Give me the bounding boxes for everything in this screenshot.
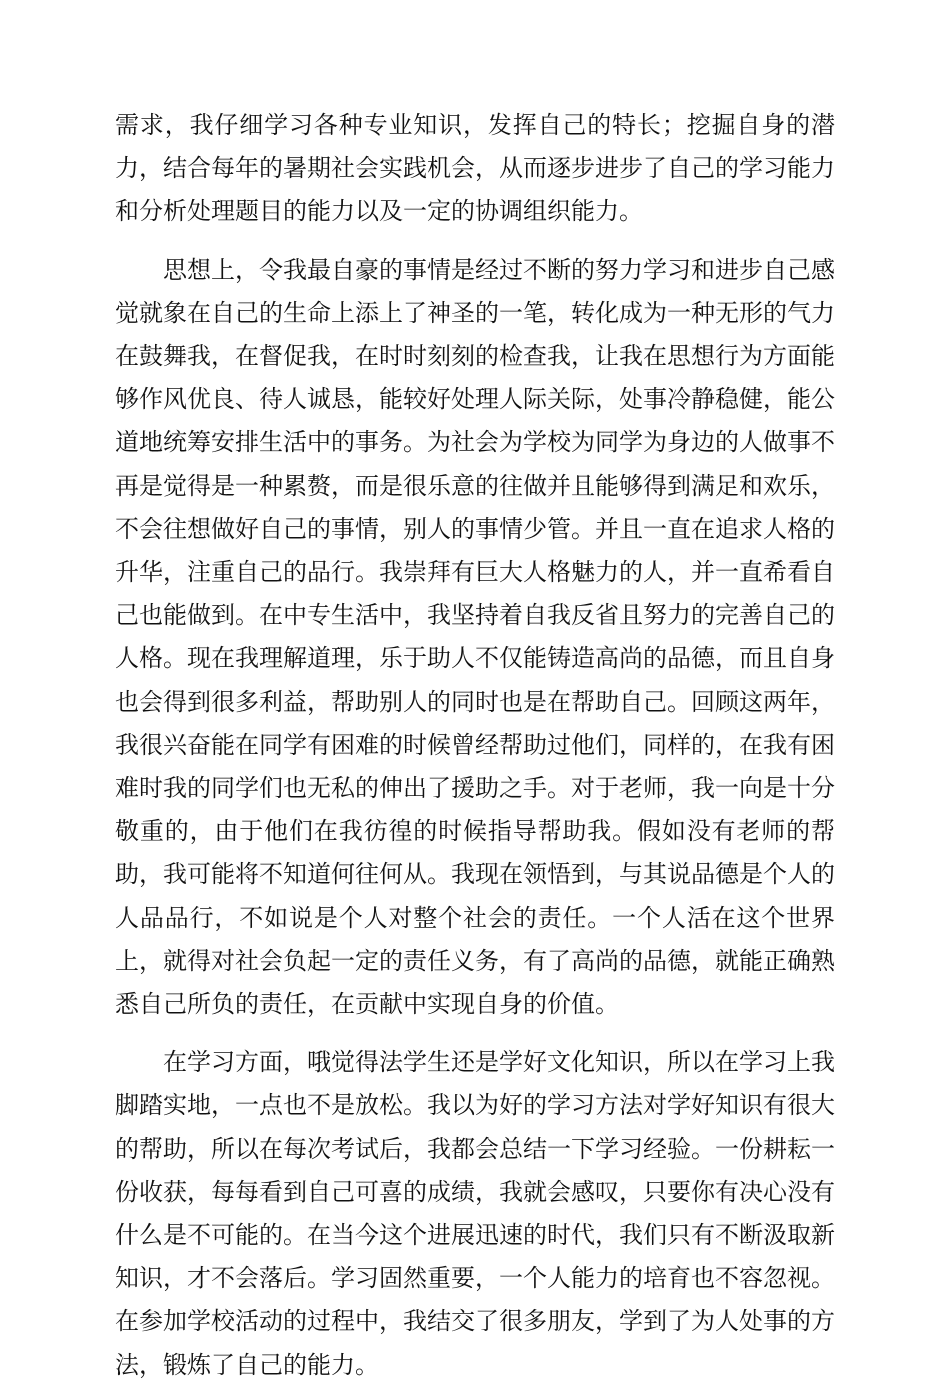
paragraph-study: 在学习方面，哦觉得法学生还是学好文化知识，所以在学习上我脚踏实地，一点也不是放松。我以为好的学习方法对学好知识有很大的帮助，所以在每次考试后，我都会总结一下学习经验。一份耕耘一份收获，每每看到自己可喜的成绩，我就会感叹，只要你有决心没有什么是不可能的。在当今这个进展迅速的时代，我们只有不断汲取新知识，才不会落后。学习固然重要，一个人能力的培育也不容忽视。在参加学校活动的过程中，我结交了很多朋友，学到了为人处事的方法，锻炼了自己的能力。: [115, 1048, 835, 1379]
paragraph-thought: 思想上，令我最自豪的事情是经过不断的努力学习和进步自己感觉就象在自己的生命上添上了神圣的一笔，转化成为一种无形的气力在鼓舞我，在督促我，在时时刻刻的检查我，让我在思想行为方面能够作风优良、待人诚恳，能较好处理人际关际，处事冷静稳健，能公道地统筹安排生活中的事务。为社会为学校为同学为身边的人做事不再是觉得是一种累赘，而是很乐意的往做并且能够得到满足和欢乐，不会往想做好自己的事情，别人的事情少管。并且一直在追求人格的升华，注重自己的品行。我崇拜有巨大人格魅力的人，并一直希看自己也能做到。在中专生活中，我坚持着自我反省且努力的完善自己的人格。现在我理解道理，乐于助人不仅能铸造高尚的品德，而且自身也会得到很多利益，帮助别人的同时也是在帮助自己。回顾这两年，我很兴奋能在同学有困难的时候曾经帮助过他们，同样的，在我有困难时我的同学们也无私的伸出了援助之手。对于老师，我一向是十分敬重的，由于他们在我彷徨的时候指导帮助我。假如没有老师的帮助，我可能将不知道何往何从。我现在领悟到，与其说品德是个人的人品品行，不如说是个人对整个社会的责任。一个人活在这个世界上，就得对社会负起一定的责任义务，有了高尚的品德，就能正确熟悉自己所负的责任，在贡献中实现自身的价值。: [115, 255, 835, 1019]
document-page: [115, 104, 835, 1387]
paragraph-needs-continued: 需求，我仔细学习各种专业知识，发挥自己的特长；挖掘自身的潜力，结合每年的暑期社会实践机会，从而逐步进步了自己的学习能力和分析处理题目的能力以及一定的协调组织能力。: [115, 111, 835, 226]
